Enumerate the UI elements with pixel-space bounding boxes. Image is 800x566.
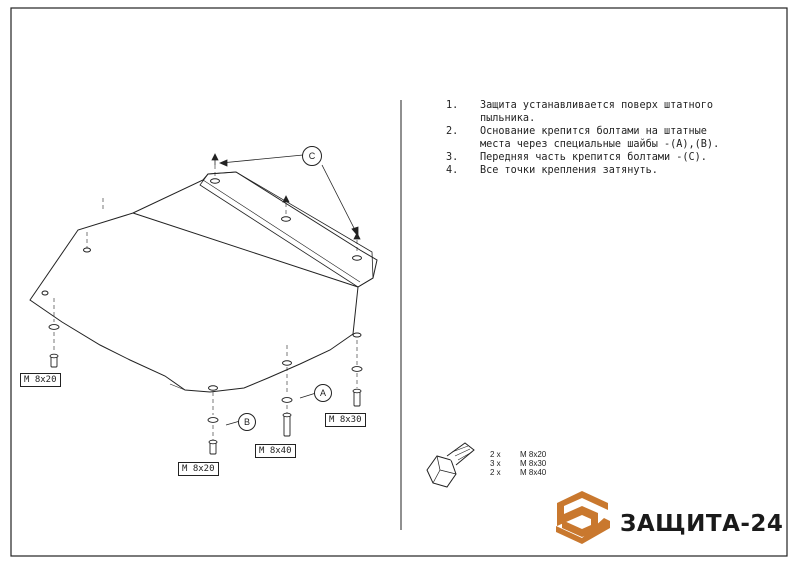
logo-mark [556,491,610,544]
bolt-kit-row [490,459,546,468]
bolt-label-right: M 8x30 [325,413,366,427]
instruction-text: Защита устанавливается поверх штатного пыльника. [480,100,714,124]
instruction-text: Все точки крепления затянуть. [480,165,658,176]
brand-logo-text: ЗАЩИТА-24 [620,511,784,537]
bolt-label-left: M 8x20 [20,373,61,387]
callout-c: C [302,146,322,166]
bolt-size: M 8x40 [520,468,547,477]
bolt-quantity: 3 x [490,459,501,468]
bolt-kit-list [490,450,546,477]
callout-b: B [238,413,256,431]
skid-plate [30,172,377,392]
instruction-item [446,125,776,151]
bolt-label-b: M 8x20 [178,462,219,476]
instruction-number: 4. [446,165,459,176]
dashed-axes [54,165,357,440]
bolt-size: M 8x20 [520,450,547,459]
instruction-number: 1. [446,100,459,111]
bolt-label-a: M 8x40 [255,444,296,458]
instruction-item [446,164,776,177]
instruction-text: Основание крепится болтами на штатные места через специальные шайбы -(A),(B). [480,126,720,150]
mount-arrows [212,154,360,239]
callout-a: A [314,384,332,402]
instruction-item [446,99,776,125]
instruction-text: Передняя часть крепится болтами -(C). [480,152,707,163]
bolt-kit-row [490,468,546,477]
bolt-quantity: 2 x [490,468,501,477]
bolt-size: M 8x30 [520,459,547,468]
instruction-number: 3. [446,152,459,163]
installation-instructions [446,99,776,177]
sheet-frame [11,8,787,556]
instruction-item [446,151,776,164]
bolt-drawing [427,443,474,487]
instruction-number: 2. [446,126,459,137]
bolt-kit-row [490,450,546,459]
bolt-quantity: 2 x [490,450,501,459]
